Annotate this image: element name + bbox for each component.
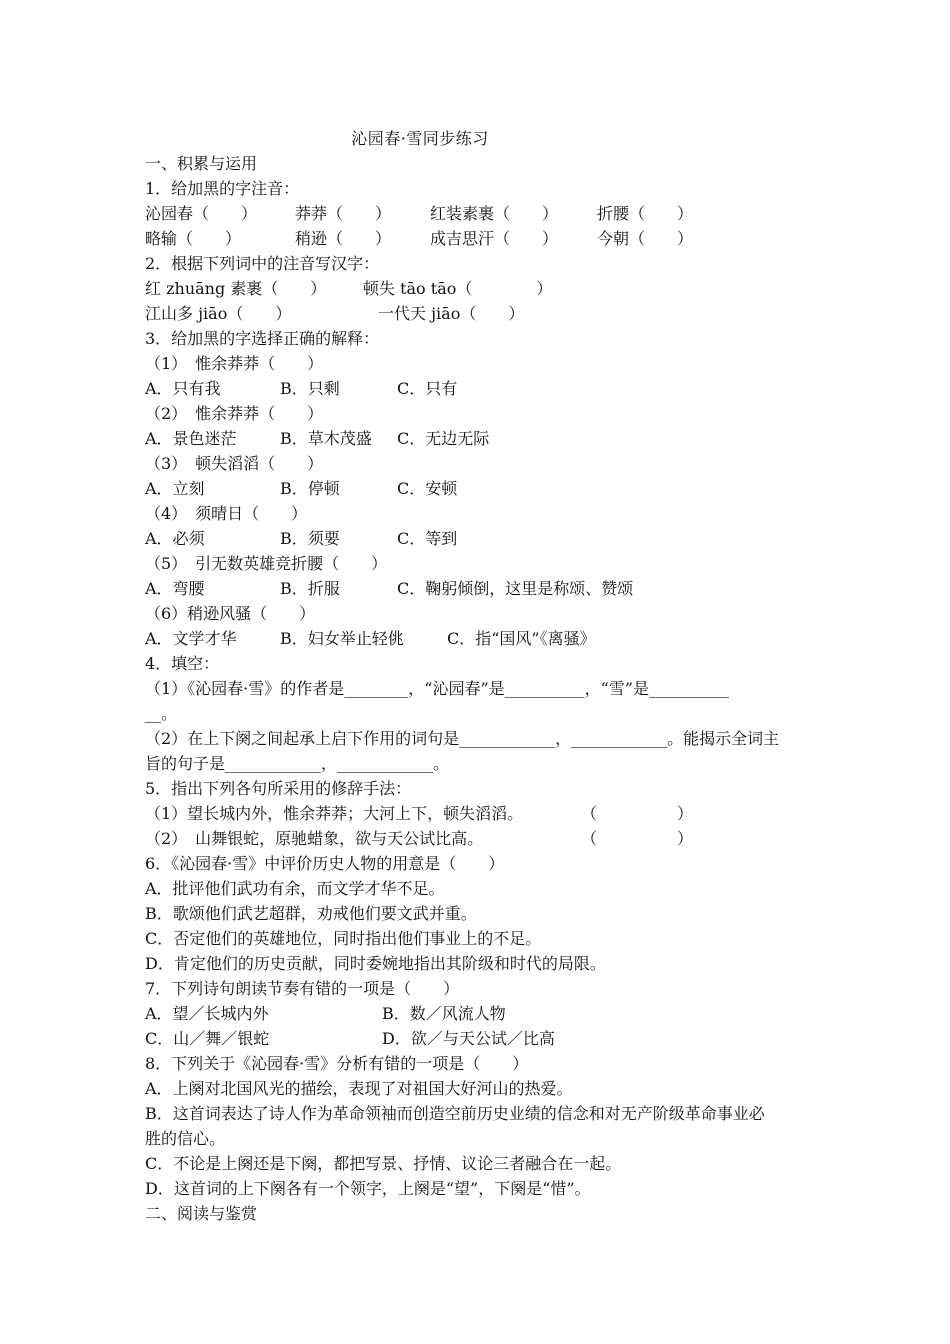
q1-item: 红装素裹（ ）	[430, 204, 559, 223]
option-b: B．数／风流人物	[382, 1004, 506, 1023]
q1-item: 莽莽（ ）	[295, 204, 392, 223]
q8-option-b: B．这首词表达了诗人作为革命领袖而创造空前历史业绩的信念和对无产阶级革命事业必	[145, 1104, 765, 1123]
option-a: A．望／长城内外	[145, 1004, 269, 1023]
q3-options-1	[145, 376, 813, 401]
q1-item: 今朝（ ）	[597, 229, 694, 248]
question-2-row-2	[145, 301, 813, 326]
option-b: B．折服	[280, 579, 340, 598]
option-c: C．无边无际	[397, 429, 490, 448]
option-b: B．妇女举止轻佻	[280, 629, 404, 648]
q2-item: 江山多 jiāo（ ）	[145, 304, 292, 323]
q4-line-2-cont: 旨的句子是____________，____________。	[145, 754, 450, 773]
q6-option-b: B．歌颂他们武艺超群，劝戒他们要文武并重。	[145, 904, 477, 923]
q3-options-3	[145, 476, 813, 501]
q2-item: 红 zhuāng 素裹（ ）	[145, 279, 327, 298]
option-a: A．立刻	[145, 479, 205, 498]
q4-line-2: （2）在上下阕之间起承上启下作用的词句是____________，____________。能揭示全词主	[145, 729, 780, 748]
q3-stem-4: （4） 须晴日（ ）	[145, 504, 308, 523]
q1-item: 稍逊（ ）	[295, 229, 392, 248]
q8-option-a: A．上阕对北国风光的描绘，表现了对祖国大好河山的热爱。	[145, 1079, 573, 1098]
q5-sentence: （2） 山舞银蛇，原驰蜡象，欲与天公试比高。	[145, 829, 484, 848]
question-2-heading: 2．根据下列词中的注音写汉字：	[145, 254, 380, 273]
option-a: A．景色迷茫	[145, 429, 237, 448]
option-a: A．文学才华	[145, 629, 237, 648]
q1-item: 略输（ ）	[145, 229, 242, 248]
option-c: C．等到	[397, 529, 458, 548]
q8-option-d: D．这首词的上下阕各有一个领字，上阕是“望”，下阕是“惜”。	[145, 1179, 591, 1198]
q8-option-b-cont: 胜的信心。	[145, 1129, 226, 1148]
section-heading-1: 一、积累与运用	[145, 154, 258, 173]
q1-item: 折腰（ ）	[597, 204, 694, 223]
q1-item: 沁园春（ ）	[145, 204, 258, 223]
q4-line-1: （1）《沁园春·雪》的作者是________，“沁园春”是__________，“雪”是__________	[145, 679, 729, 698]
option-c: C．安顿	[397, 479, 458, 498]
option-a: A．弯腰	[145, 579, 205, 598]
question-1-row-2	[145, 226, 813, 251]
question-1-row-1	[145, 201, 813, 226]
q7-row-2	[145, 1026, 813, 1051]
q3-stem-1: （1） 惟余莽莽（ ）	[145, 354, 324, 373]
option-a: A．只有我	[145, 379, 221, 398]
section-heading-2: 二、阅读与鉴赏	[145, 1204, 258, 1223]
q3-options-4	[145, 526, 813, 551]
option-c: C．只有	[397, 379, 458, 398]
q6-option-d: D．肯定他们的历史贡献，同时委婉地指出其阶级和时代的局限。	[145, 954, 606, 973]
page-title: 沁园春·雪同步练习	[351, 129, 489, 148]
worksheet-body	[145, 151, 813, 1226]
q2-item: 一代天 jiāo（ ）	[378, 304, 525, 323]
question-2-row-1	[145, 276, 813, 301]
question-7-heading: 7．下列诗句朗读节奏有错的一项是（ ）	[145, 979, 460, 998]
q5-sentence: （1）望长城内外，惟余莽莽；大河上下，顿失滔滔。	[145, 804, 524, 823]
option-b: B．须要	[280, 529, 340, 548]
question-6-heading: 6．《沁园春·雪》中评价历史人物的用意是（ ）	[145, 854, 505, 873]
q8-option-c: C．不论是上阕还是下阕，都把写景、抒情、议论三者融合在一起。	[145, 1154, 622, 1173]
q5-item-2	[145, 826, 813, 851]
option-b: B．只剩	[280, 379, 340, 398]
q3-options-6	[145, 626, 813, 651]
q5-answer-blank: （ ）	[581, 829, 694, 848]
q3-options-5	[145, 576, 813, 601]
q6-option-a: A．批评他们武功有余，而文学才华不足。	[145, 879, 445, 898]
question-1-heading: 1．给加黑的字注音：	[145, 179, 300, 198]
question-5-heading: 5．指出下列各句所采用的修辞手法：	[145, 779, 412, 798]
question-8-heading: 8．下列关于《沁园春·雪》分析有错的一项是（ ）	[145, 1054, 529, 1073]
option-a: A．必须	[145, 529, 205, 548]
q3-stem-2: （2） 惟余莽莽（ ）	[145, 404, 324, 423]
q5-answer-blank: （ ）	[581, 804, 694, 823]
option-b: B．草木茂盛	[280, 429, 372, 448]
option-b: B．停顿	[280, 479, 340, 498]
option-c: C．指“国风”《离骚》	[447, 629, 596, 648]
option-c: C．山／舞／银蛇	[145, 1029, 270, 1048]
option-c: C．鞠躬倾倒，这里是称颂、赞颂	[397, 579, 634, 598]
q5-item-1	[145, 801, 813, 826]
q3-stem-5: （5） 引无数英雄竞折腰（ ）	[145, 554, 388, 573]
q6-option-c: C．否定他们的英雄地位，同时指出他们事业上的不足。	[145, 929, 542, 948]
q1-item: 成吉思汗（ ）	[430, 229, 559, 248]
q2-item: 顿失 tāo tāo（ ）	[363, 279, 553, 298]
q7-row-1	[145, 1001, 813, 1026]
question-3-heading: 3．给加黑的字选择正确的解释：	[145, 329, 380, 348]
q3-options-2	[145, 426, 813, 451]
q3-stem-3: （3） 顿失滔滔（ ）	[145, 454, 324, 473]
question-4-heading: 4．填空：	[145, 654, 220, 673]
q3-stem-6: （6）稍逊风骚（ ）	[145, 604, 316, 623]
q4-line-1-cont: __。	[145, 704, 178, 723]
option-d: D．欲／与天公试／比高	[382, 1029, 555, 1048]
